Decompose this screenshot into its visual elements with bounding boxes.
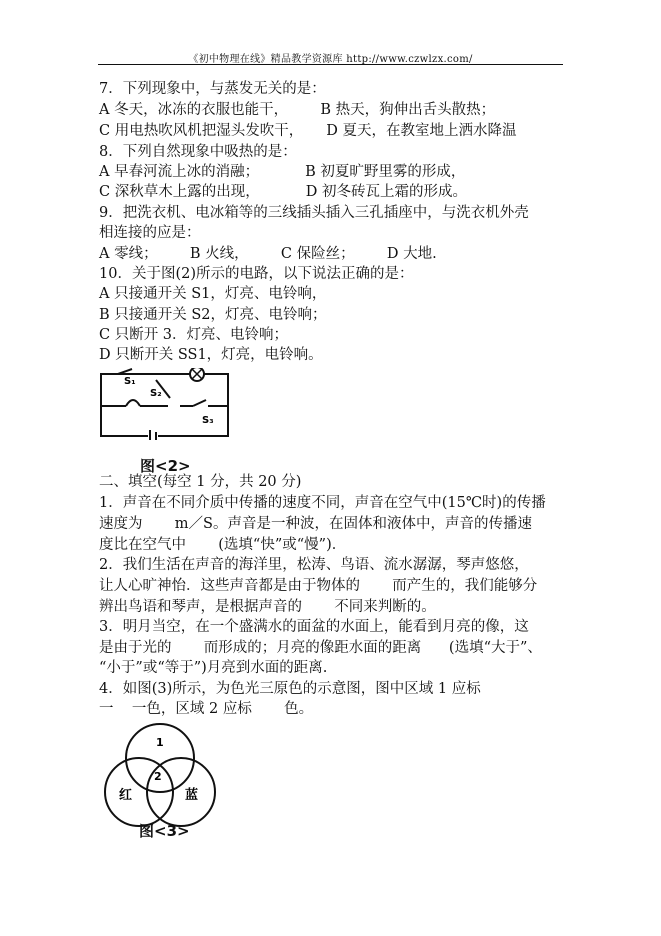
text-line: 一 一色，区域 2 应标 色。 [99, 701, 314, 717]
text-line: B 只接通开关 S2，灯亮、电铃响； [99, 307, 327, 323]
text-line: A 只接通开关 S1，灯亮、电铃响， [99, 286, 327, 302]
text-line: 是由于光的 而形成的；月亮的像距水面的距离 (选填“大于”、 [99, 640, 542, 656]
text-line: 9．把洗衣机、电冰箱等的三线插头插入三孔插座中，与洗衣机外壳 [99, 205, 529, 221]
figure3-caption: 图<3> [139, 822, 190, 840]
header-rule [98, 64, 563, 65]
s2-label: S₂ [150, 388, 162, 399]
blue-label: 蓝 [185, 788, 199, 803]
text-line: 1．声音在不同介质中传播的速度不同，声音在空气中(15℃时)的传播 [99, 495, 546, 511]
text-line: 二、填空(每空 1 分，共 20 分) [99, 474, 302, 490]
text-line: 3．明月当空，在一个盛满水的面盆的水面上，能看到月亮的像，这 [99, 619, 529, 635]
text-line: 2．我们生活在声音的海洋里，松涛、鸟语、流水潺潺，琴声悠悠， [99, 557, 529, 573]
text-line: 相连接的应是： [99, 225, 201, 241]
s3-label: S₃ [202, 415, 214, 426]
circuit-diagram [98, 368, 233, 440]
text-line: A 早春河流上冰的消融； B 初夏旷野里雾的形成， [99, 164, 466, 180]
text-line: 度比在空气中 (选填“快”或“慢”)． [99, 537, 347, 553]
text-line: A 零线； B 火线， C 保险丝； D 大地. [99, 246, 437, 262]
text-line: 辨出鸟语和琴声，是根据声音的 不同来判断的。 [99, 599, 436, 615]
page-header: 《初中物理在线》精品教学资源库 http://www.czwlzx.com/ [188, 54, 473, 65]
text-line: C 只断开 3．灯亮、电铃响； [99, 327, 289, 343]
region2-label: 2 [154, 770, 162, 783]
color-venn-diagram [103, 722, 219, 830]
figure2-caption: 图<2> [140, 457, 191, 475]
text-line: 8．下列自然现象中吸热的是： [99, 144, 297, 160]
region1-label: 1 [156, 736, 164, 749]
red-label: 红 [119, 788, 133, 803]
text-line: D 只断开关 SS1，灯亮，电铃响。 [99, 347, 323, 363]
text-line: 速度为 m／S。声音是一种波，在固体和液体中，声音的传播速 [99, 516, 532, 532]
text-line: 10．关于图(2)所示的电路，以下说法正确的是： [99, 266, 414, 282]
text-line: “小于”或“等于”)月亮到水面的距离. [99, 660, 328, 676]
text-line: 4．如图(3)所示，为色光三原色的示意图，图中区域 1 应标 [99, 681, 481, 697]
text-line: C 用电热吹风机把湿头发吹干， D 夏天，在教室地上洒水降温 [99, 123, 517, 139]
text-line: A 冬天，冰冻的衣服也能干， B 热天，狗伸出舌头散热； [99, 102, 496, 118]
text-line: 7．下列现象中，与蒸发无关的是： [99, 81, 326, 97]
s1-label: S₁ [124, 376, 136, 387]
text-line: C 深秋草木上露的出现， D 初冬砖瓦上霜的形成。 [99, 184, 468, 200]
text-line: 让人心旷神怡．这些声音都是由于物体的 而产生的，我们能够分 [99, 578, 538, 594]
